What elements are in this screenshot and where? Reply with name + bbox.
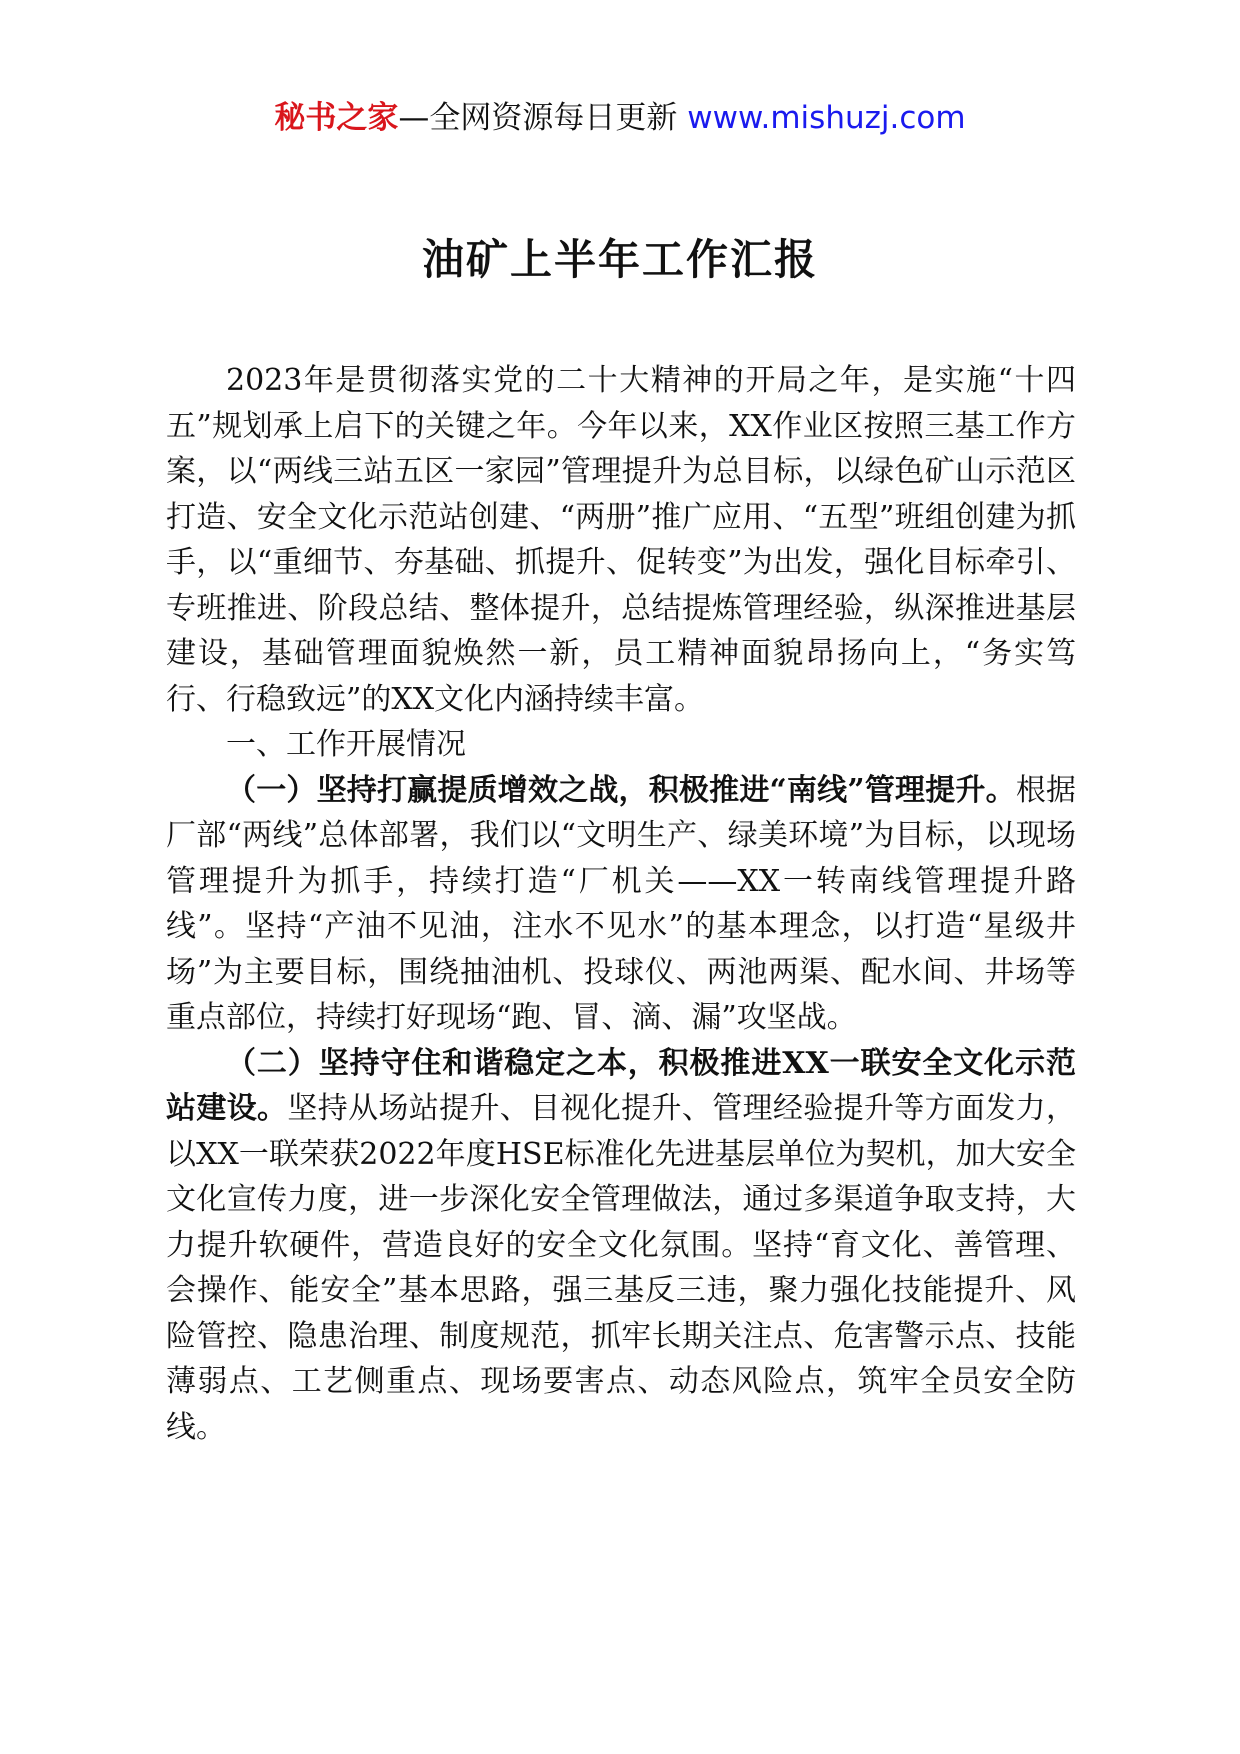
item-heading-2: （二）坚持守住和谐稳定之本，积极推进XX一联安全文化示范站建设。 xyxy=(166,1045,1076,1126)
item-paragraph-2 xyxy=(166,1041,1076,1451)
page-header xyxy=(0,98,1240,138)
intro-paragraph: 2023年是贯彻落实党的二十大精神的开局之年，是实施“十四五”规划承上启下的关键之年。今年以来，XX作业区按照三基工作方案，以“两线三站五区一家园”管理提升为总目标，以绿色矿山示范区打造、安全文化示范站创建、“两册”推广应用、“五型”班组创建为抓手，以“重细节、夯基础、抓提升、促转变”为出发，强化目标牵引、专班推进、阶段总结、整体提升，总结提炼管理经验，纵深推进基层建设，基础管理面貌焕然一新，员工精神面貌昂扬向上，“务实笃行、行稳致远”的XX文化内涵持续丰富。 xyxy=(166,363,1076,717)
section-heading: 一、工作开展情况 xyxy=(226,727,466,762)
item-body-1: 根据厂部“两线”总体部署，我们以“文明生产、绿美环境”为目标，以现场管理提升为抓手，持续打造“厂机关——XX一转南线管理提升路线”。坚持“产油不见油，注水不见水”的基本理念，以打造“星级井场”为主要目标，围绕抽油机、投球仪、两池两渠、配水间、井场等重点部位，持续打好现场“跑、冒、滴、漏”攻坚战。 xyxy=(166,772,1077,1035)
document-body xyxy=(166,358,1076,1450)
header-tagline: —全网资源每日更新 xyxy=(398,100,678,136)
item-heading-1: （一）坚持打赢提质增效之战，积极推进“南线”管理提升。 xyxy=(226,772,1016,808)
header-url-link[interactable]: www.mishuzj.com xyxy=(687,100,966,136)
item-body-2: 坚持从场站提升、目视化提升、管理经验提升等方面发力，以XX一联荣获2022年度HSE标准化先进基层单位为契机，加大安全文化宣传力度，进一步深化安全管理做法，通过多渠道争取支持，大力提升软硬件，营造良好的安全文化氛围。坚持“育文化、善管理、会操作、能安全”基本思路，强三基反三违，聚力强化技能提升、风险管控、隐患治理、制度规范，抓牢长期关注点、危害警示点、技能薄弱点、工艺侧重点、现场要害点、动态风险点，筑牢全员安全防线。 xyxy=(166,1091,1077,1445)
document-title: 油矿上半年工作汇报 xyxy=(421,235,818,284)
header-brand: 秘书之家 xyxy=(274,100,399,136)
item-paragraph-1 xyxy=(166,768,1076,1041)
